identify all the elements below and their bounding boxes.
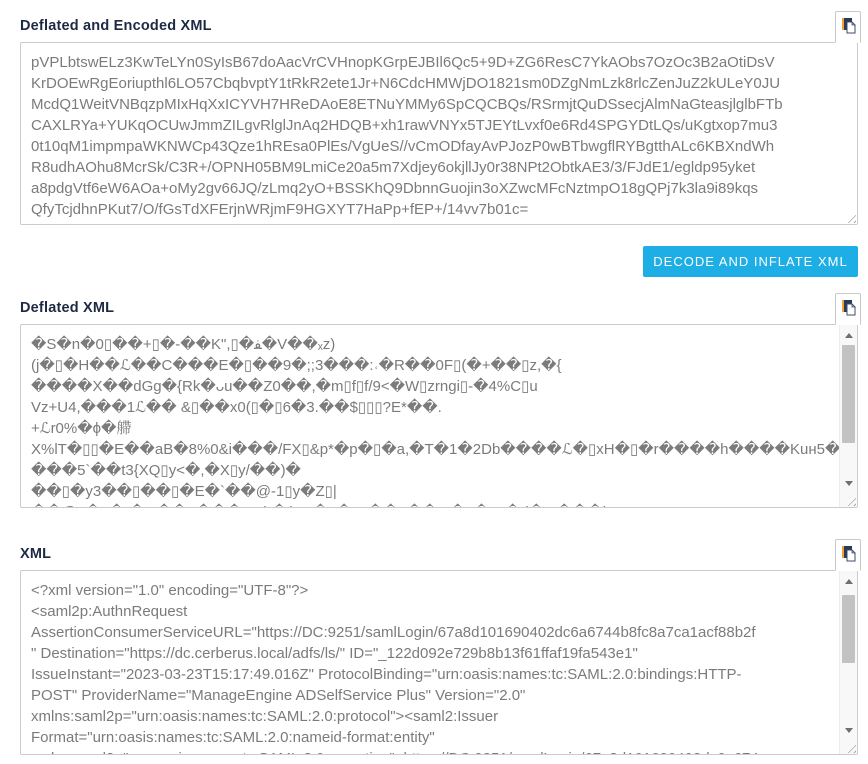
triangle-up-icon [845, 579, 853, 584]
xml-header [20, 538, 858, 570]
copy-xml-button[interactable] [835, 539, 861, 571]
scroll-up-button[interactable] [840, 573, 857, 589]
scrollbar[interactable] [839, 571, 857, 754]
xml-textarea[interactable] [20, 570, 858, 755]
xml-field [20, 570, 858, 755]
triangle-down-icon [845, 728, 853, 733]
encoded-xml-header [20, 10, 858, 42]
scrollbar[interactable] [839, 325, 857, 507]
decode-and-inflate-button[interactable]: DECODE AND INFLATE XML [643, 246, 858, 277]
scrollbar-thumb[interactable] [842, 345, 855, 443]
triangle-down-icon [845, 481, 853, 486]
xml-label: XML [20, 546, 52, 562]
deflated-xml-header [20, 292, 858, 324]
copy-icon [841, 545, 856, 565]
encoded-xml-field [20, 42, 858, 225]
section-encoded-xml [20, 10, 858, 225]
encoded-xml-textarea[interactable] [20, 42, 858, 225]
copy-icon [841, 299, 856, 319]
scroll-down-button[interactable] [840, 475, 857, 491]
copy-deflated-button[interactable] [835, 293, 861, 325]
copy-icon [841, 17, 856, 37]
section-xml [20, 538, 858, 755]
deflated-xml-field [20, 324, 858, 508]
encoded-xml-label: Deflated and Encoded XML [20, 18, 212, 34]
decode-button-row [20, 246, 858, 277]
deflated-xml-label: Deflated XML [20, 300, 115, 316]
copy-encoded-button[interactable] [835, 11, 861, 43]
scrollbar-thumb[interactable] [842, 595, 855, 663]
section-deflated-xml [20, 292, 858, 508]
scroll-down-button[interactable] [840, 722, 857, 738]
triangle-up-icon [845, 333, 853, 338]
deflated-xml-textarea[interactable] [20, 324, 858, 508]
scroll-up-button[interactable] [840, 327, 857, 343]
